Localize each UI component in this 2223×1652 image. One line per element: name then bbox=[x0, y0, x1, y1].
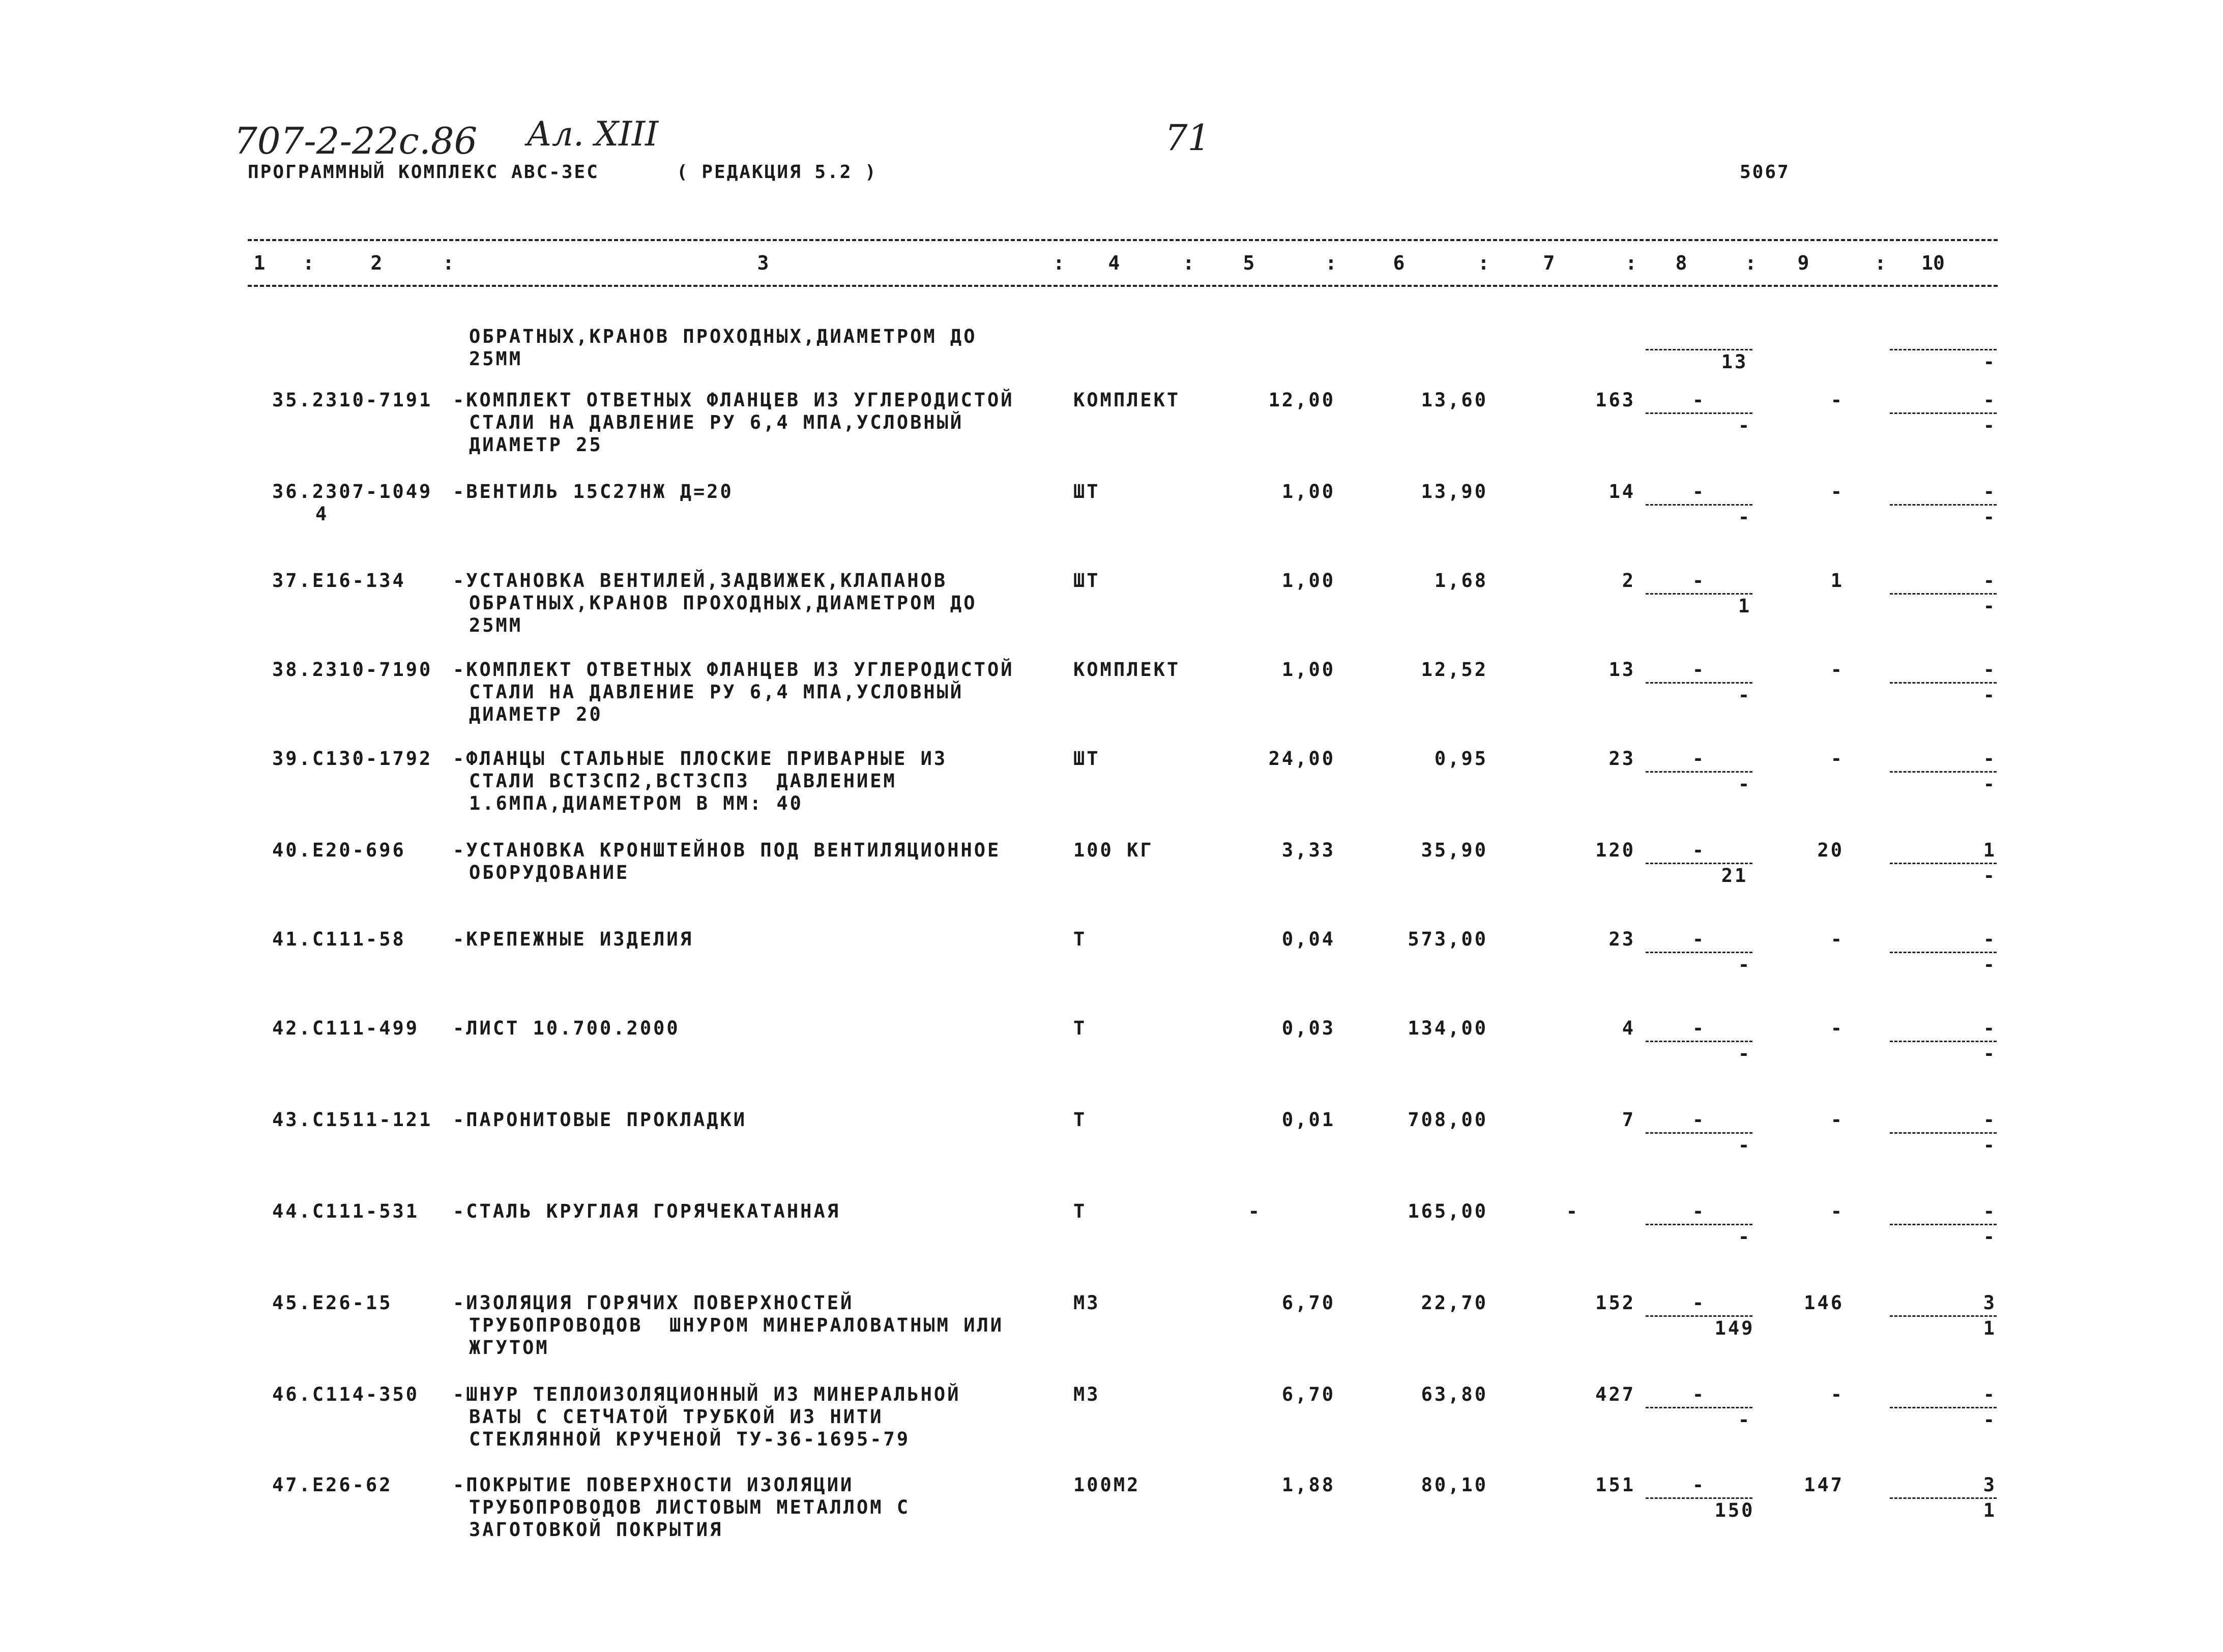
unit-price: 708,00 bbox=[1408, 1109, 1488, 1131]
total-cost: 120 bbox=[1595, 839, 1635, 861]
col10-top: - bbox=[1983, 389, 1997, 411]
fraction-divider bbox=[1890, 504, 1997, 506]
unit-of-measure: ШТ bbox=[1073, 570, 1100, 592]
col8-bottom: - bbox=[1738, 506, 1752, 528]
col8-top: - bbox=[1692, 570, 1706, 592]
col9-value: - bbox=[1830, 1200, 1844, 1222]
total-cost: 152 bbox=[1595, 1292, 1635, 1314]
col10-top: - bbox=[1983, 570, 1997, 592]
fraction-divider bbox=[1890, 1407, 1997, 1408]
unit-of-measure: Т bbox=[1073, 1200, 1087, 1222]
col9-value: - bbox=[1830, 481, 1844, 503]
quantity: 1,00 bbox=[1281, 570, 1335, 592]
column-number: 1 bbox=[253, 252, 266, 274]
quantity: 0,04 bbox=[1281, 928, 1335, 950]
col8-top: - bbox=[1692, 1474, 1706, 1496]
fraction-divider bbox=[1646, 349, 1752, 350]
table-row bbox=[0, 748, 2223, 814]
fraction-divider bbox=[1646, 1315, 1752, 1317]
quantity: 12,00 bbox=[1268, 389, 1335, 411]
col8-bottom: - bbox=[1738, 684, 1752, 706]
col8-bottom: 21 bbox=[1721, 865, 1748, 887]
col8-bottom: - bbox=[1738, 1043, 1752, 1065]
item-description: ТРУБОПРОВОДОВ ШНУРОМ МИНЕРАЛОВАТНЫМ ИЛИ bbox=[469, 1314, 1004, 1336]
fraction-divider bbox=[1890, 349, 1997, 350]
table-row bbox=[0, 389, 2223, 456]
total-cost: 14 bbox=[1608, 481, 1635, 503]
table-row bbox=[0, 1292, 2223, 1359]
handwritten-album: Ал. XIII bbox=[526, 114, 659, 154]
total-cost: 4 bbox=[1622, 1017, 1635, 1039]
col8-bottom: - bbox=[1738, 1226, 1752, 1248]
column-separator: : bbox=[1625, 252, 1637, 274]
fraction-divider bbox=[1646, 863, 1752, 864]
item-code: 46.С114-350 bbox=[272, 1383, 420, 1405]
total-cost: 163 bbox=[1595, 389, 1635, 411]
item-code: 47.Е26-62 bbox=[272, 1474, 393, 1496]
item-code: 43.С1511-121 bbox=[272, 1109, 433, 1131]
unit-of-measure: Т bbox=[1073, 1109, 1087, 1131]
fraction-divider bbox=[1646, 1407, 1752, 1408]
col10-bottom: - bbox=[1983, 954, 1997, 976]
table-row bbox=[0, 1474, 2223, 1541]
quantity: 0,03 bbox=[1281, 1017, 1335, 1039]
item-description: ОБОРУДОВАНИЕ bbox=[469, 862, 630, 883]
column-separator: : bbox=[1745, 252, 1757, 274]
col8-bottom: - bbox=[1738, 415, 1752, 436]
item-description: -КОМПЛЕКТ ОТВЕТНЫХ ФЛАНЦЕВ ИЗ УГЛЕРОДИСТОЙ bbox=[453, 389, 1014, 411]
quantity: 6,70 bbox=[1281, 1292, 1335, 1314]
table-row bbox=[0, 659, 2223, 725]
fraction-divider bbox=[1646, 1497, 1752, 1499]
col10-bottom: 1 bbox=[1983, 1317, 1997, 1339]
unit-price: 165,00 bbox=[1408, 1200, 1488, 1222]
column-separator: : bbox=[1325, 252, 1337, 274]
unit-price: 13,90 bbox=[1421, 481, 1488, 503]
col10-bottom: - bbox=[1983, 1409, 1997, 1431]
unit-price: 80,10 bbox=[1421, 1474, 1488, 1496]
header-top-rule bbox=[248, 239, 1998, 241]
quantity: 3,33 bbox=[1281, 839, 1335, 861]
col10-top: - bbox=[1983, 659, 1997, 681]
quantity: 1,00 bbox=[1281, 659, 1335, 681]
col9-value: - bbox=[1830, 928, 1844, 950]
col10-bottom: - bbox=[1983, 351, 1997, 373]
fraction-divider bbox=[1890, 1132, 1997, 1134]
fraction-divider bbox=[1890, 593, 1997, 595]
item-description: -ИЗОЛЯЦИЯ ГОРЯЧИХ ПОВЕРХНОСТЕЙ bbox=[453, 1292, 854, 1314]
table-row bbox=[0, 1109, 2223, 1156]
col8-bottom: 1 bbox=[1738, 595, 1752, 617]
fraction-divider bbox=[1646, 952, 1752, 953]
item-description: 25ММ bbox=[469, 348, 523, 370]
column-number: 9 bbox=[1797, 252, 1809, 274]
unit-price: 63,80 bbox=[1421, 1383, 1488, 1405]
col8-bottom: 150 bbox=[1714, 1499, 1755, 1521]
col8-bottom: - bbox=[1738, 773, 1752, 795]
col10-top: - bbox=[1983, 1383, 1997, 1405]
col10-bottom: - bbox=[1983, 1134, 1997, 1156]
col9-value: 146 bbox=[1804, 1292, 1844, 1314]
col10-bottom: - bbox=[1983, 415, 1997, 436]
fraction-divider bbox=[1890, 682, 1997, 684]
col9-value: - bbox=[1830, 748, 1844, 770]
col8-bottom: - bbox=[1738, 954, 1752, 976]
col9-value: - bbox=[1830, 1383, 1844, 1405]
unit-of-measure: 100М2 bbox=[1073, 1474, 1140, 1496]
item-description: СТАЛИ ВСТ3СП2,ВСТ3СП3 ДАВЛЕНИЕМ bbox=[469, 770, 897, 792]
total-cost: 151 bbox=[1595, 1474, 1635, 1496]
col10-bottom: - bbox=[1983, 595, 1997, 617]
item-description: ОБРАТНЫХ,КРАНОВ ПРОХОДНЫХ,ДИАМЕТРОМ ДО bbox=[469, 592, 977, 614]
unit-price: 22,70 bbox=[1421, 1292, 1488, 1314]
item-description: ЖГУТОМ bbox=[469, 1337, 549, 1359]
column-separator: : bbox=[303, 252, 314, 274]
table-row bbox=[0, 326, 2223, 373]
column-number: 6 bbox=[1393, 252, 1405, 274]
col8-top: - bbox=[1692, 1200, 1706, 1222]
item-description: ВАТЫ С СЕТЧАТОЙ ТРУБКОЙ ИЗ НИТИ bbox=[469, 1406, 884, 1428]
fraction-divider bbox=[1890, 1041, 1997, 1042]
handwritten-page-number: 71 bbox=[1165, 117, 1211, 159]
table-row bbox=[0, 570, 2223, 636]
fraction-divider bbox=[1646, 682, 1752, 684]
column-number: 4 bbox=[1108, 252, 1120, 274]
item-description: СТАЛИ НА ДАВЛЕНИЕ РУ 6,4 МПА,УСЛОВНЫЙ bbox=[469, 411, 964, 433]
col10-bottom: - bbox=[1983, 506, 1997, 528]
item-description: -ПОКРЫТИЕ ПОВЕРХНОСТИ ИЗОЛЯЦИИ bbox=[453, 1474, 854, 1496]
fraction-divider bbox=[1890, 863, 1997, 864]
fraction-divider bbox=[1646, 1041, 1752, 1042]
fraction-divider bbox=[1646, 1224, 1752, 1225]
item-code: 39.С130-1792 bbox=[272, 748, 433, 770]
unit-of-measure: КОМПЛЕКТ bbox=[1073, 659, 1181, 681]
column-number: 5 bbox=[1243, 252, 1255, 274]
col8-top: - bbox=[1692, 659, 1706, 681]
item-description: -ШНУР ТЕПЛОИЗОЛЯЦИОННЫЙ ИЗ МИНЕРАЛЬНОЙ bbox=[453, 1383, 961, 1405]
col9-value: 147 bbox=[1804, 1474, 1844, 1496]
total-cost: 427 bbox=[1595, 1383, 1635, 1405]
col8-top: - bbox=[1692, 481, 1706, 503]
item-description: ДИАМЕТР 25 bbox=[469, 434, 603, 456]
table-row bbox=[0, 1017, 2223, 1065]
item-description: СТАЛИ НА ДАВЛЕНИЕ РУ 6,4 МПА,УСЛОВНЫЙ bbox=[469, 681, 964, 703]
quantity: 6,70 bbox=[1281, 1383, 1335, 1405]
column-number: 7 bbox=[1543, 252, 1555, 274]
item-description: -КОМПЛЕКТ ОТВЕТНЫХ ФЛАНЦЕВ ИЗ УГЛЕРОДИСТОЙ bbox=[453, 659, 1014, 681]
item-code: 44.С111-531 bbox=[272, 1200, 420, 1222]
col8-top: - bbox=[1692, 1017, 1706, 1039]
total-cost: 23 bbox=[1608, 748, 1635, 770]
fraction-divider bbox=[1890, 952, 1997, 953]
col10-bottom: - bbox=[1983, 1226, 1997, 1248]
col10-top: - bbox=[1983, 1200, 1997, 1222]
unit-of-measure: Т bbox=[1073, 928, 1087, 950]
item-code: 38.2310-7190 bbox=[272, 659, 433, 681]
unit-of-measure: Т bbox=[1073, 1017, 1087, 1039]
item-description: -СТАЛЬ КРУГЛАЯ ГОРЯЧЕКАТАННАЯ bbox=[453, 1200, 841, 1222]
unit-price: 35,90 bbox=[1421, 839, 1488, 861]
col9-value: - bbox=[1830, 389, 1844, 411]
column-separator: : bbox=[443, 252, 454, 274]
sheet-number: 5067 bbox=[1740, 162, 1790, 183]
item-description: ДИАМЕТР 20 bbox=[469, 703, 603, 725]
unit-of-measure: ШТ bbox=[1073, 481, 1100, 503]
table-row bbox=[0, 1383, 2223, 1450]
col10-bottom: 1 bbox=[1983, 1499, 1997, 1521]
table-row bbox=[0, 928, 2223, 976]
col10-bottom: - bbox=[1983, 773, 1997, 795]
item-description: 1.6МПА,ДИАМЕТРОМ В ММ: 40 bbox=[469, 792, 803, 814]
col10-top: 3 bbox=[1983, 1474, 1997, 1496]
column-separator: : bbox=[1875, 252, 1886, 274]
col8-bottom: 13 bbox=[1721, 351, 1748, 373]
item-code: 45.Е26-15 bbox=[272, 1292, 393, 1314]
fraction-divider bbox=[1646, 593, 1752, 595]
quantity: 1,00 bbox=[1281, 481, 1335, 503]
col10-top: - bbox=[1983, 481, 1997, 503]
col8-top: - bbox=[1692, 1292, 1706, 1314]
col8-top: - bbox=[1692, 389, 1706, 411]
item-description: -ЛИСТ 10.700.2000 bbox=[453, 1017, 680, 1039]
fraction-divider bbox=[1890, 1497, 1997, 1499]
col10-top: - bbox=[1983, 748, 1997, 770]
unit-price: 573,00 bbox=[1408, 928, 1488, 950]
fraction-divider bbox=[1890, 412, 1997, 414]
unit-of-measure: М3 bbox=[1073, 1383, 1100, 1405]
col8-top: - bbox=[1692, 928, 1706, 950]
item-description: -УСТАНОВКА ВЕНТИЛЕЙ,ЗАДВИЖЕК,КЛАПАНОВ bbox=[453, 570, 948, 592]
unit-of-measure: КОМПЛЕКТ bbox=[1073, 389, 1181, 411]
unit-price: 1,68 bbox=[1434, 570, 1488, 592]
quantity: 1,88 bbox=[1281, 1474, 1335, 1496]
col10-top: - bbox=[1983, 1017, 1997, 1039]
item-description: -ФЛАНЦЫ СТАЛЬНЫЕ ПЛОСКИЕ ПРИВАРНЫЕ ИЗ bbox=[453, 748, 948, 770]
item-code: 37.Е16-134 bbox=[272, 570, 406, 592]
col9-value: 1 bbox=[1830, 570, 1844, 592]
unit-of-measure: 100 КГ bbox=[1073, 839, 1154, 861]
item-code-continuation: 4 bbox=[315, 503, 329, 525]
col9-value: - bbox=[1830, 1017, 1844, 1039]
item-description: -ПАРОНИТОВЫЕ ПРОКЛАДКИ bbox=[453, 1109, 747, 1131]
total-cost: 23 bbox=[1608, 928, 1635, 950]
col10-bottom: - bbox=[1983, 684, 1997, 706]
edition-label: ( РЕДАКЦИЯ 5.2 ) bbox=[677, 162, 877, 183]
col8-bottom: - bbox=[1738, 1134, 1752, 1156]
unit-price: 134,00 bbox=[1408, 1017, 1488, 1039]
total-cost: 7 bbox=[1622, 1109, 1635, 1131]
col10-top: 3 bbox=[1983, 1292, 1997, 1314]
col8-bottom: - bbox=[1738, 1409, 1752, 1431]
item-description: ТРУБОПРОВОДОВ ЛИСТОВЫМ МЕТАЛЛОМ С bbox=[469, 1496, 911, 1518]
fraction-divider bbox=[1646, 1132, 1752, 1134]
fraction-divider bbox=[1646, 771, 1752, 773]
unit-price: 12,52 bbox=[1421, 659, 1488, 681]
item-description: -ВЕНТИЛЬ 15С27НЖ Д=20 bbox=[453, 481, 734, 503]
table-row bbox=[0, 1200, 2223, 1248]
unit-price: 0,95 bbox=[1434, 748, 1488, 770]
unit-of-measure: ШТ bbox=[1073, 748, 1100, 770]
unit-of-measure: М3 bbox=[1073, 1292, 1100, 1314]
item-code: 40.Е20-696 bbox=[272, 839, 406, 861]
item-description: -КРЕПЕЖНЫЕ ИЗДЕЛИЯ bbox=[453, 928, 693, 950]
table-row bbox=[0, 839, 2223, 887]
col10-top: - bbox=[1983, 1109, 1997, 1131]
col8-top: - bbox=[1692, 839, 1706, 861]
total-cost: - bbox=[1566, 1200, 1579, 1222]
col10-bottom: - bbox=[1983, 1043, 1997, 1065]
program-title: ПРОГРАММНЫЙ КОМПЛЕКС АВС-3ЕС bbox=[248, 162, 599, 183]
col9-value: - bbox=[1830, 1109, 1844, 1131]
col10-top: - bbox=[1983, 928, 1997, 950]
item-description: СТЕКЛЯННОЙ КРУЧЕНОЙ ТУ-36-1695-79 bbox=[469, 1428, 911, 1450]
item-code: 42.С111-499 bbox=[272, 1017, 420, 1039]
fraction-divider bbox=[1646, 504, 1752, 506]
item-code: 41.С111-58 bbox=[272, 928, 406, 950]
item-description: -УСТАНОВКА КРОНШТЕЙНОВ ПОД ВЕНТИЛЯЦИОННОЕ bbox=[453, 839, 1001, 861]
col8-top: - bbox=[1692, 1383, 1706, 1405]
column-separator: : bbox=[1183, 252, 1194, 274]
quantity: 24,00 bbox=[1268, 748, 1335, 770]
column-separator: : bbox=[1478, 252, 1489, 274]
item-description: 25ММ bbox=[469, 614, 523, 636]
col10-bottom: - bbox=[1983, 865, 1997, 887]
col8-top: - bbox=[1692, 748, 1706, 770]
quantity: - bbox=[1248, 1200, 1262, 1222]
quantity: 0,01 bbox=[1281, 1109, 1335, 1131]
total-cost: 13 bbox=[1608, 659, 1635, 681]
table-row bbox=[0, 481, 2223, 528]
item-code: 36.2307-1049 bbox=[272, 481, 433, 503]
col8-bottom: 149 bbox=[1714, 1317, 1755, 1339]
col9-value: 20 bbox=[1817, 839, 1844, 861]
column-number: 3 bbox=[757, 252, 769, 274]
fraction-divider bbox=[1646, 412, 1752, 414]
fraction-divider bbox=[1890, 1315, 1997, 1317]
handwritten-code: 707-2-22с.86 bbox=[234, 120, 478, 162]
col8-top: - bbox=[1692, 1109, 1706, 1131]
item-description: ОБРАТНЫХ,КРАНОВ ПРОХОДНЫХ,ДИАМЕТРОМ ДО bbox=[469, 326, 977, 347]
header-bottom-rule bbox=[248, 285, 1998, 287]
column-separator: : bbox=[1053, 252, 1065, 274]
column-number: 8 bbox=[1675, 252, 1687, 274]
unit-price: 13,60 bbox=[1421, 389, 1488, 411]
col10-top: 1 bbox=[1983, 839, 1997, 861]
item-code: 35.2310-7191 bbox=[272, 389, 433, 411]
col9-value: - bbox=[1830, 659, 1844, 681]
item-description: ЗАГОТОВКОЙ ПОКРЫТИЯ bbox=[469, 1519, 723, 1541]
fraction-divider bbox=[1890, 1224, 1997, 1225]
total-cost: 2 bbox=[1622, 570, 1635, 592]
column-number: 2 bbox=[370, 252, 383, 274]
fraction-divider bbox=[1890, 771, 1997, 773]
column-number: 10 bbox=[1921, 252, 1945, 274]
